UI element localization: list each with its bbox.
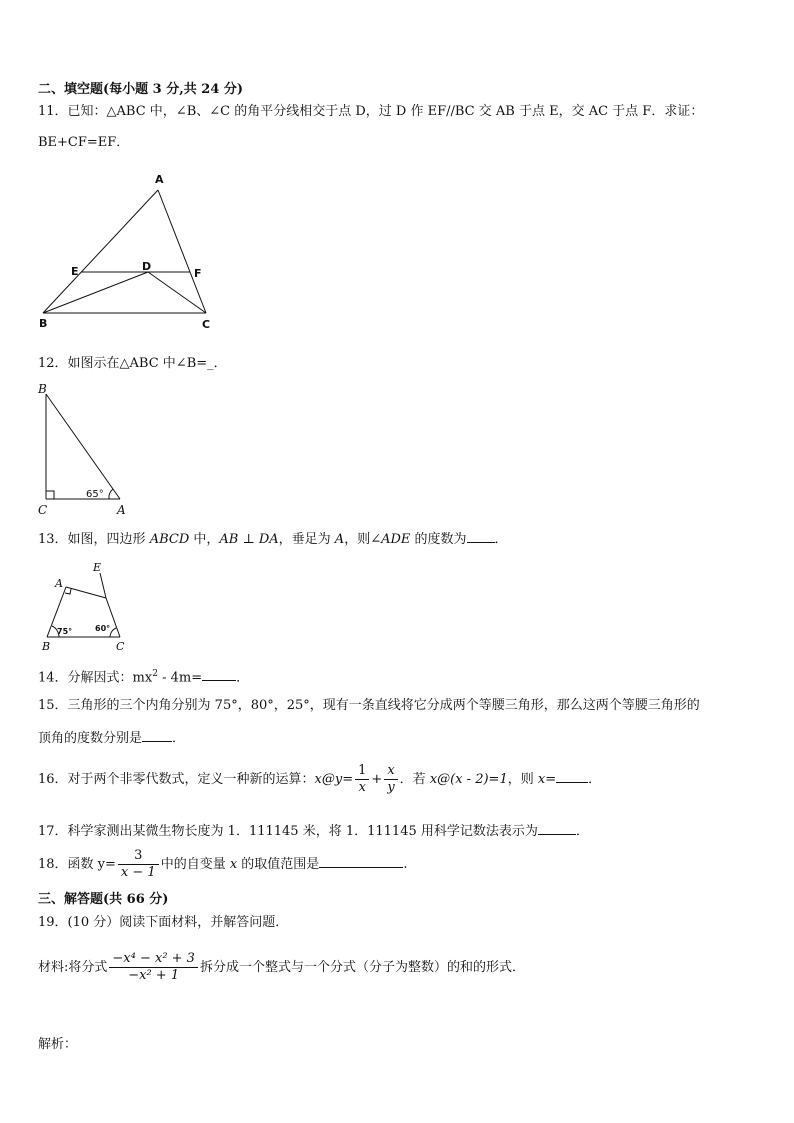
label-f: F xyxy=(194,267,202,280)
label-a-12: A xyxy=(117,503,126,517)
question-11-line-2: BE+CF=EF． xyxy=(38,135,130,150)
label-b: B xyxy=(39,317,48,330)
question-11-line-1: 11．已知：△ABC 中，∠B、∠C 的角平分线相交于点 D，过 D 作 EF//BC 交 AB 于点 E，交 AC 于点 F．求证： xyxy=(38,104,704,119)
question-15-line-2: 顶角的度数分别是 ． xyxy=(38,731,186,746)
answer-blank-13[interactable] xyxy=(467,530,495,543)
fraction-material: $\frac{\text{−x⁴ − x² + 3}}{\text{−x² + 1}}$ xyxy=(109,951,198,984)
label-b-13: B xyxy=(42,640,51,653)
question-16-text: 16．对于两个非零代数式，定义一种新的运算：x@y= $\frac{1}{x}$ + $\frac{x}{y}$ ．若 x@(x - 2)=1，则 x= ． xyxy=(38,763,602,795)
angle-label-60: 60° xyxy=(95,624,111,633)
label-e-13: E xyxy=(93,561,102,574)
segment-ad-13 xyxy=(66,587,106,598)
label-c: C xyxy=(202,318,211,331)
label-b-12: B xyxy=(38,382,47,396)
figure-quadrilateral xyxy=(30,558,140,654)
segment-bd xyxy=(43,272,148,313)
question-13-text: 13．如图，四边形 ABCD 中，AB ⊥ DA，垂足为 A，则∠ADE 的度数为 ． xyxy=(38,532,508,547)
angle-label-65: 65° xyxy=(86,489,104,500)
fraction-1-over-x: $\frac{1}{x}$ xyxy=(355,763,369,796)
segment-ba-12 xyxy=(46,394,120,499)
label-a: A xyxy=(155,173,164,186)
label-d: D xyxy=(142,260,152,273)
question-17-text: 17．科学家测出某微生物长度为 1．111145 米，将 1．111145 用科学记数法表示为 ． xyxy=(38,824,589,839)
label-e: E xyxy=(71,265,79,278)
figure-triangle-abc-efd xyxy=(30,168,230,336)
angle-arc-c xyxy=(110,628,116,637)
label-a-13: A xyxy=(55,577,63,590)
angle-label-75: 75° xyxy=(57,627,73,636)
fraction-3-over-x-minus-1: $\frac{3}{x - 1}$ xyxy=(118,848,159,881)
segment-ab xyxy=(43,190,158,313)
answer-blank-16[interactable] xyxy=(556,770,588,783)
question-14-text: 14．分解因式：$mx^2 - 4m=$ ． xyxy=(38,669,250,686)
question-19-text: 19．(10 分）阅读下面材料，并解答问题． xyxy=(38,915,289,930)
label-c-12: C xyxy=(38,503,48,517)
section-2-heading: 二、填空题(每小题 3 分,共 24 分) xyxy=(38,82,244,97)
question-12-text: 12．如图示在△ABC 中∠B=_． xyxy=(38,356,227,371)
figure-right-triangle xyxy=(30,378,140,518)
angle-arc-a xyxy=(109,489,113,499)
right-angle-mark xyxy=(46,491,54,499)
answer-blank-15[interactable] xyxy=(142,729,172,742)
question-15-line-1: 15．三角形的三个内角分别为 75°，80°，25°，现有一条直线将它分成两个等腰三角形，那么这两个等腰三角形的 xyxy=(38,698,700,713)
question-19-material: 材料:将分式 $\frac{\text{−x⁴ − x² + 3}}{\text{−x² + 1}}$ 拆分成一个整式与一个分式（分子为整数）的和的形式． xyxy=(38,951,525,983)
answer-blank-18[interactable] xyxy=(319,855,403,868)
segment-ac xyxy=(158,190,206,313)
answer-blank-17[interactable] xyxy=(538,822,576,835)
segment-de-13 xyxy=(100,573,106,598)
answer-blank-14[interactable] xyxy=(202,668,236,681)
right-angle-mark-13 xyxy=(65,589,71,594)
label-c-13: C xyxy=(116,640,125,653)
question-18-text: 18．函数 y= $\frac{3}{x - 1}$ 中的自变量 x 的取值范围是 . xyxy=(38,848,408,880)
fraction-x-over-y: $\frac{x}{y}$ xyxy=(384,763,397,796)
question-19-analysis: 解析： xyxy=(38,1037,78,1052)
section-3-heading: 三、解答题(共 66 分) xyxy=(38,892,169,907)
